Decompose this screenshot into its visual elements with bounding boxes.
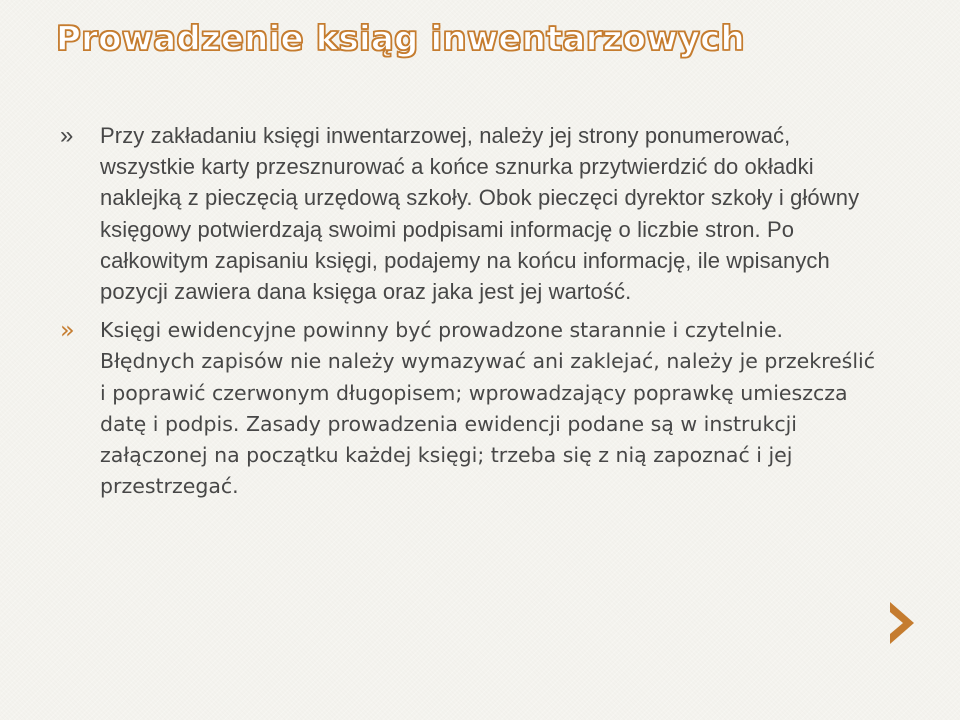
slide-title: Prowadzenie ksiąg inwentarzowych (56, 19, 745, 59)
bullet-item (60, 315, 880, 502)
bullet-marker: » (60, 122, 74, 149)
bullet-marker: » (60, 316, 75, 345)
bullet-item (60, 120, 880, 307)
next-slide-button[interactable] (884, 598, 920, 648)
bullet-text: Przy zakładaniu księgi inwentarzowej, należy jej strony ponumerować, wszystkie karty przesznurować a końce sznurka przytwierdzić do okładki naklejką z pieczęcią urzędową szkoły. Obok pieczęci dyrektor szkoły i główny księgowy potwierdzają swoimi podpisami informację o liczbie stron. Po całkowitym zapisaniu księgi, podajemy na końcu informację, ile wpisanych pozycji zawiera dana księga oraz jaka jest jej wartość. (100, 123, 860, 305)
chevron-right-icon (884, 598, 920, 648)
bullet-text: Księgi ewidencyjne powinny być prowadzone starannie i czytelnie. Błędnych zapisów nie należy wymazywać ani zaklejać, należy je przekreślić i poprawić czerwonym długopisem; wprowadzający poprawkę umieszcza datę i podpis. Zasady prowadzenia ewidencji podane są w instrukcji załączonej na początku każdej księgi; trzeba się z nią zapoznać i jej przestrzegać. (100, 318, 876, 499)
bullet-list (60, 120, 880, 510)
